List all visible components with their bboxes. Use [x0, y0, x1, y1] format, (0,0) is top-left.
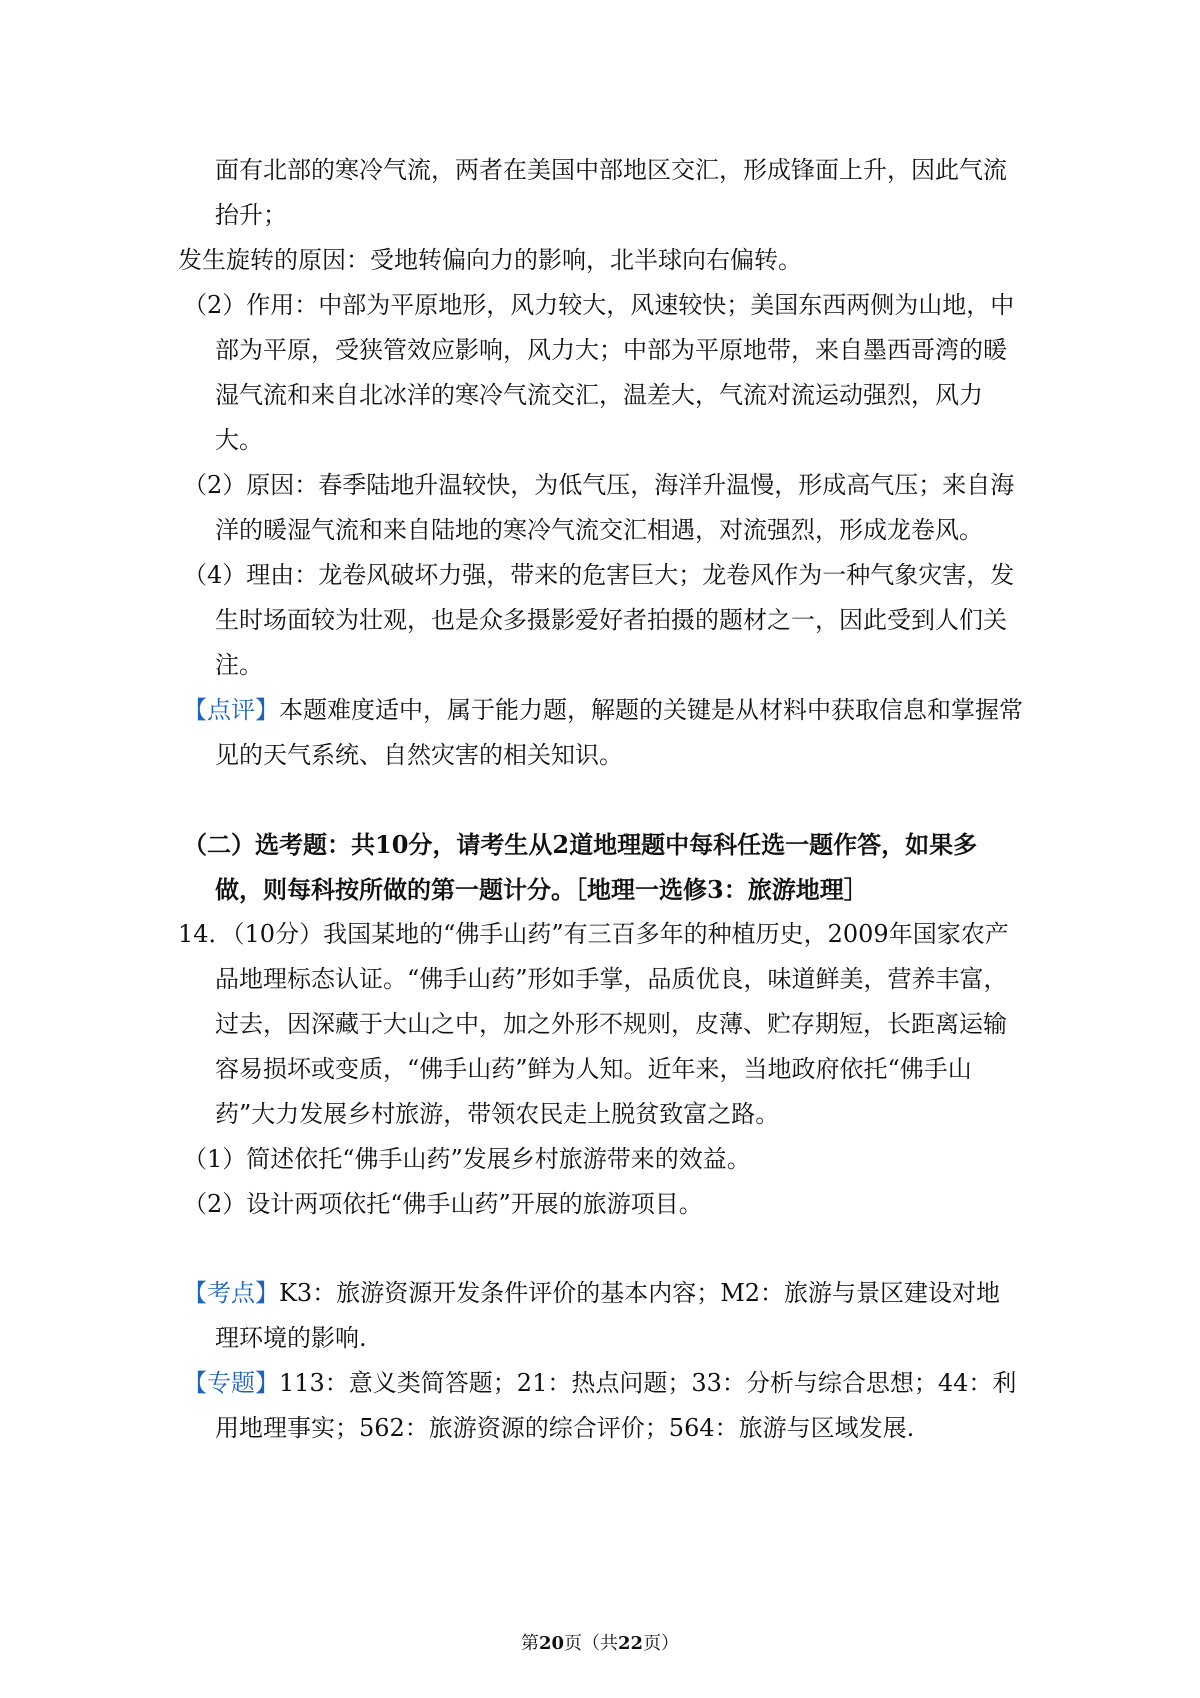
section-heading: （二）选考题：共10分，请考生从2道地理题中每科任选一题作答，如果多做，则每科按所做的第一题计分。［地理一选修3：旅游地理］: [183, 830, 978, 904]
comment-tag: 【点评】: [183, 696, 279, 724]
answer-2-cause: （2）原因：春季陆地升温较快，为低气压，海洋升温慢，形成高气压；来自海洋的暖湿气流和来自陆地的寒冷气流交汇相遇，对流强烈，形成龙卷风。: [183, 471, 1015, 544]
rotation-reason: 发生旋转的原因：受地转偏向力的影响，北半球向右偏转。: [178, 246, 802, 274]
comment: [183, 688, 1023, 778]
answer-line-2: 抬升；: [215, 201, 287, 229]
zhuanti-tag: 【专题】: [183, 1369, 279, 1397]
zhuanti-text: 113：意义类简答题；21：热点问题；33：分析与综合思想；44：利用地理事实；562：旅游资源的综合评价；564：旅游与区域发展.: [215, 1369, 1017, 1442]
footer-prefix: 第: [520, 1633, 539, 1654]
question-14-part-1: （1）简述依托“佛手山药”发展乡村旅游带来的效益。: [183, 1145, 751, 1173]
kaodian-text: K3：旅游资源开发条件评价的基本内容；M2：旅游与景区建设对地理环境的影响.: [215, 1279, 1001, 1352]
footer-middle: 页（共: [564, 1633, 618, 1654]
spacer: [183, 1227, 1023, 1271]
question-14-part-2: （2）设计两项依托“佛手山药”开展的旅游项目。: [183, 1190, 703, 1218]
comment-text: 本题难度适中，属于能力题，解题的关键是从材料中获取信息和掌握常见的天气系统、自然灾害的相关知识。: [215, 696, 1023, 769]
footer-total-pages: 22: [618, 1633, 644, 1654]
kaodian: [183, 1271, 1023, 1361]
document-body: [178, 148, 1023, 1451]
footer-suffix: 页）: [643, 1633, 680, 1654]
question-14: 14．（10分）我国某地的“佛手山药”有三百多年的种植历史，2009年国家农产品地理标态认证。“佛手山药”形如手掌，品质优良，味道鲜美，营养丰富，过去，因深藏于大山之中，加之外形不规则，皮薄、贮存期短，长距离运输容易损坏或变质，“佛手山药”鲜为人知。近年来，当地政府依托“佛手山药”大力发展乡村旅游，带领农民走上脱贫致富之路。: [178, 920, 1009, 1128]
answer-2-effect: （2）作用：中部为平原地形，风力较大，风速较快；美国东西两侧为山地，中部为平原，受狭管效应影响，风力大；中部为平原地带，来自墨西哥湾的暖湿气流和来自北冰洋的寒冷气流交汇，温差大，气流对流运动强烈，风力大。: [183, 291, 1015, 454]
answer-4-reason: （4）理由：龙卷风破坏力强，带来的危害巨大；龙卷风作为一种气象灾害，发生时场面较为壮观，也是众多摄影爱好者拍摄的题材之一，因此受到人们关注。: [183, 561, 1015, 679]
answer-line-1: 面有北部的寒冷气流，两者在美国中部地区交汇，形成锋面上升，因此气流: [215, 156, 1007, 184]
footer-page-number: 20: [538, 1633, 564, 1654]
zhuanti: [183, 1361, 1023, 1451]
spacer: [183, 778, 1023, 822]
page-footer: [0, 1632, 1200, 1656]
kaodian-tag: 【考点】: [183, 1279, 279, 1307]
